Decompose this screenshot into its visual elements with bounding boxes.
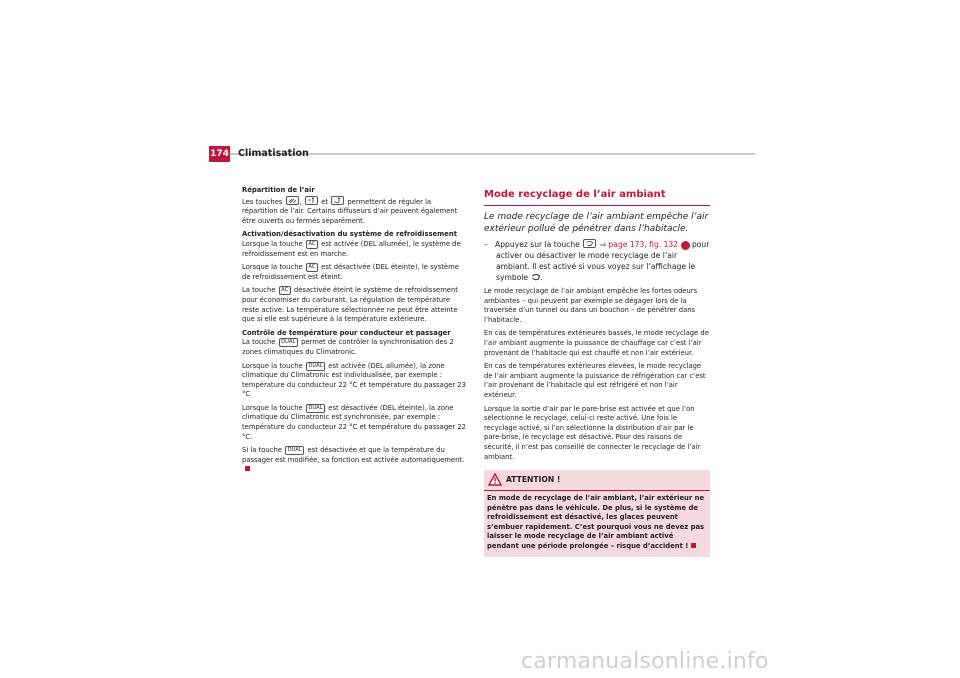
warning-box — [484, 470, 710, 557]
air-distribution-heading: Répartition de l’air — [242, 186, 315, 194]
left-column — [242, 186, 468, 479]
section-title: Mode recyclage de l’air ambiant — [484, 189, 666, 200]
page-number: 174 — [209, 146, 230, 162]
footwell-air-icon — [331, 196, 344, 205]
recirculation-key-icon — [583, 239, 596, 248]
ac-key: AC — [306, 263, 318, 272]
dual-on-paragraph: Lorsque la touche DUAL est activée (DEL allumée), la zone climatique du Climatronic est individualisée, par exemple : température du conducteur 22 °C et température du passager 23 °C — [242, 361, 466, 399]
cooling-paragraph: Activation/désactivation du système de refroidissement Lorsque la touche AC est activée (DEL allumée), le système de refroidissement est en marche. — [242, 230, 468, 259]
warning-title: ATTENTION ! — [506, 475, 561, 485]
upper-body-air-icon — [305, 196, 318, 205]
watermark: carmanualsonline.info — [521, 649, 769, 674]
recirculation-symbol-icon — [531, 273, 541, 281]
end-marker — [245, 466, 250, 471]
section-subtitle: Le mode recyclage de l’air ambiant empêche l’air extérieur pollué de pénétrer dans l’habitacle. — [484, 212, 709, 234]
page-reference-link[interactable]: ⇒ page 173, fig. 132 — [599, 240, 679, 249]
cooling-off-paragraph: Lorsque la touche AC est désactivée (DEL éteinte), le système de refroidissement est éteint. — [242, 263, 459, 281]
dual-heading: Contrôle de température pour conducteur et passager — [242, 328, 451, 337]
chapter-title: Climatisation — [238, 148, 309, 159]
dual-key: DUAL — [285, 446, 304, 455]
figure-callout: 2 — [681, 241, 690, 250]
warning-body: En mode de recyclage de l’air ambiant, l’air extérieur ne pénètre pas dans le véhicule. De plus, si le système de refroidissement est désactivé, les glaces peuvent s’embuer rapidement. C’est pourquoi vous ne devez pas laisser le mode recyclage de l’air ambiant activé pendant une période prolongée – risque d’accident ! — [484, 491, 710, 557]
recirculation-para-2: En cas de températures extérieures basses, le mode recyclage de l’air ambiant augmente la puissance de chauffage car c’est l’air provenant de l’habitacle qui est chauffé et non l’air extérieur. — [484, 329, 709, 357]
recirculation-para-3: En cas de températures extérieures élevées, le mode recyclage de l’air ambiant augmente la puissance de réfrigération car c’est l’air provenant de l’habitacle qui est réfrigéré et non l’air extérieur. — [484, 362, 706, 399]
warning-header — [484, 470, 710, 491]
dual-key: DUAL — [306, 362, 325, 371]
air-distribution-paragraph: Répartition de l’air Les touches , et permettent de réguler la répartition de l’air. Certains diffuseurs d’air peuvent également être ouverts ou fermés séparément. — [242, 186, 468, 226]
section-rule — [484, 205, 710, 206]
end-marker — [691, 543, 696, 548]
warning-triangle-icon — [488, 473, 502, 486]
dual-off-paragraph: Lorsque la touche DUAL est désactivée (DEL éteinte), la zone climatique du Climatronic est synchronisée, par exemple : température du conducteur 22 °C et température du passager 22 °C. — [242, 403, 466, 441]
dual-auto-paragraph: Si la touche DUAL est désactivée et que la température du passager est modifiée, sa fonction est activée automatiquement. — [242, 446, 468, 475]
dual-key: DUAL — [279, 338, 298, 347]
recirculation-para-1: Le mode recyclage de l’air ambiant empêche les fortes odeurs ambiantes – qui peuvent par exemple se dégager lors de la traversée d’un tunnel ou dans un bouchon – de pénétrer dans l’habitacle. — [484, 287, 698, 324]
action-step: – Appuyez sur la touche ⇒ page 173, fig. 132 2 pour activer ou désactiver le mode recyclage de l’air ambiant. Il est activé si vous voyez sur l’affichage le symbole . — [484, 240, 710, 282]
recirculation-para-4: Lorsque la sortie d’air par le pare-brise est activée et que l’on sélectionne le recyclage, celui-ci reste activé. Une fois le recyclage activé, si l’on sélectionne la distribution d’air par le pare-brise, le recyclage est désactivé. Pour des raisons de sécurité, il n’est pas conseillé de connecter le recyclage de l’air ambiant. — [484, 404, 701, 461]
right-column — [484, 189, 710, 557]
cooling-eco-paragraph: La touche AC désactivée éteint le système de refroidissement pour économiser du carburant. La régulation de température reste active. La température sélectionnée ne peut être atteinte que si elle est supérieure à la température extérieure. — [242, 286, 458, 324]
dual-key: DUAL — [306, 404, 325, 413]
ac-key: AC — [306, 240, 318, 249]
windshield-air-icon — [286, 196, 299, 205]
cooling-heading: Activation/désactivation du système de refroidissement — [242, 230, 457, 239]
dual-paragraph: Contrôle de température pour conducteur et passager La touche DUAL permet de contrôler la synchronisation des 2 zones climatiques du Climatronic. — [242, 329, 468, 358]
ac-key: AC — [279, 286, 291, 295]
